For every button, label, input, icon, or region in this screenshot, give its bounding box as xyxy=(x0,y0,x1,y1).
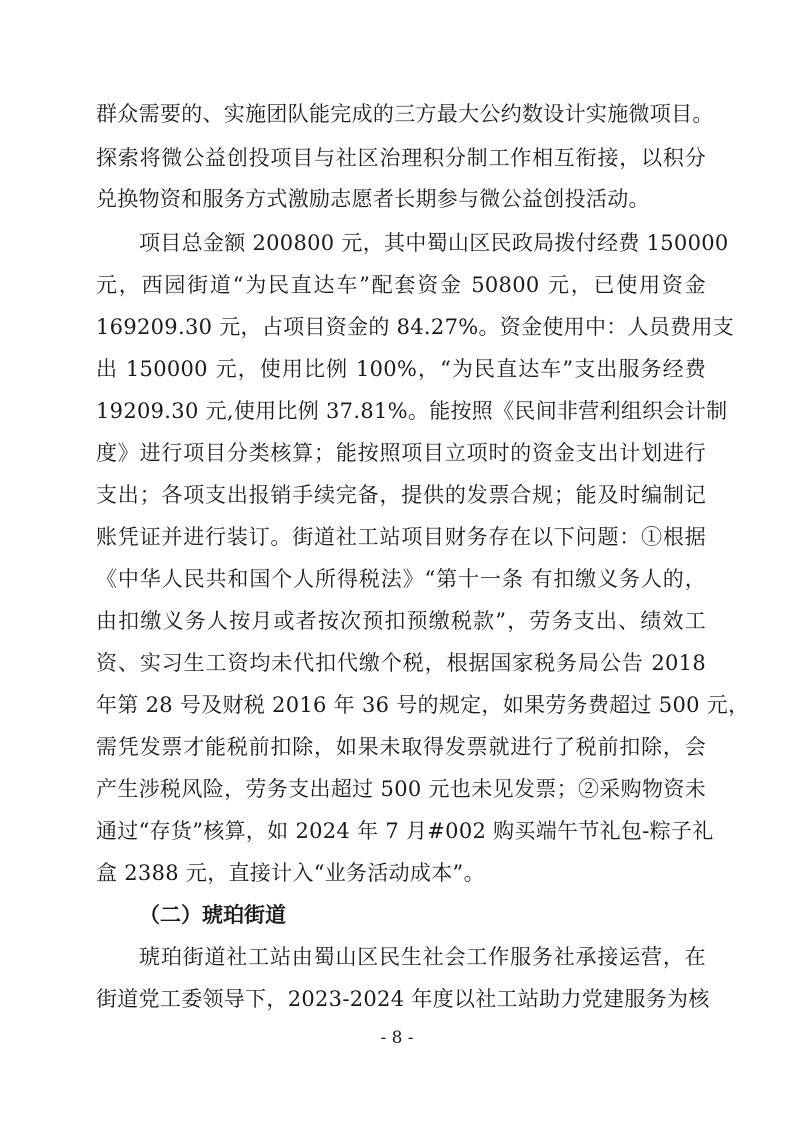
text-line: 元，西园街道“为民直达车”配套资金 50800 元，已使用资金 xyxy=(96,273,706,297)
text-line: 项目总金额 200800 元，其中蜀山区民政局拨付经费 150000 xyxy=(139,231,729,255)
text-line: 年第 28 号及财税 2016 年 36 号的规定，如果劳务费超过 500 元， xyxy=(96,693,750,717)
section-heading: （二）琥珀街道 xyxy=(139,903,286,927)
text-line: 资、实习生工资均未代扣代缴个税，根据国家税务局公告 2018 xyxy=(96,651,706,675)
text-line: 支出；各项支出报销手续完备，提供的发票合规；能及时编制记 xyxy=(96,483,706,507)
text-line: 群众需要的、实施团队能完成的三方最大公约数设计实施微项目。 xyxy=(96,102,714,126)
text-line: 需凭发票才能税前扣除，如果未取得发票就进行了税前扣除，会 xyxy=(96,735,706,759)
text-line: 19209.30 元,使用比例 37.81%。能按照《民间非营利组织会计制 xyxy=(96,399,728,423)
text-line: 169209.30 元，占项目资金的 84.27%。资金使用中：人员费用支 xyxy=(96,315,735,339)
text-line: 探索将微公益创投项目与社区治理积分制工作相互衔接，以积分 xyxy=(96,146,706,170)
text-line: 琥珀街道社工站由蜀山区民生社会工作服务社承接运营，在 xyxy=(139,945,706,969)
text-line: 通过“存货”核算，如 2024 年 7 月#002 购买端午节礼包-粽子礼 xyxy=(96,819,714,843)
page-number: - 8 - xyxy=(380,1028,414,1048)
text-line: 度》进行项目分类核算；能按照项目立项时的资金支出计划进行 xyxy=(96,441,706,465)
text-line: 账凭证并进行装订。街道社工站项目财务存在以下问题：①根据 xyxy=(96,525,706,549)
text-line: 兑换物资和服务方式激励志愿者长期参与微公益创投活动。 xyxy=(96,187,650,211)
text-line: 《中华人民共和国个人所得税法》“第十一条 有扣缴义务人的， xyxy=(96,567,706,591)
text-line: 街道党工委领导下，2023-2024 年度以社工站助力党建服务为核 xyxy=(96,987,710,1011)
text-line: 盒 2388 元，直接计入“业务活动成本”。 xyxy=(96,861,485,885)
text-line: 产生涉税风险，劳务支出超过 500 元也未见发票；②采购物资未 xyxy=(96,777,706,801)
text-line: 出 150000 元，使用比例 100%，“为民直达车”支出服务经费 xyxy=(96,357,706,381)
text-line: 由扣缴义务人按月或者按次预扣预缴税款”，劳务支出、绩效工 xyxy=(96,609,706,633)
